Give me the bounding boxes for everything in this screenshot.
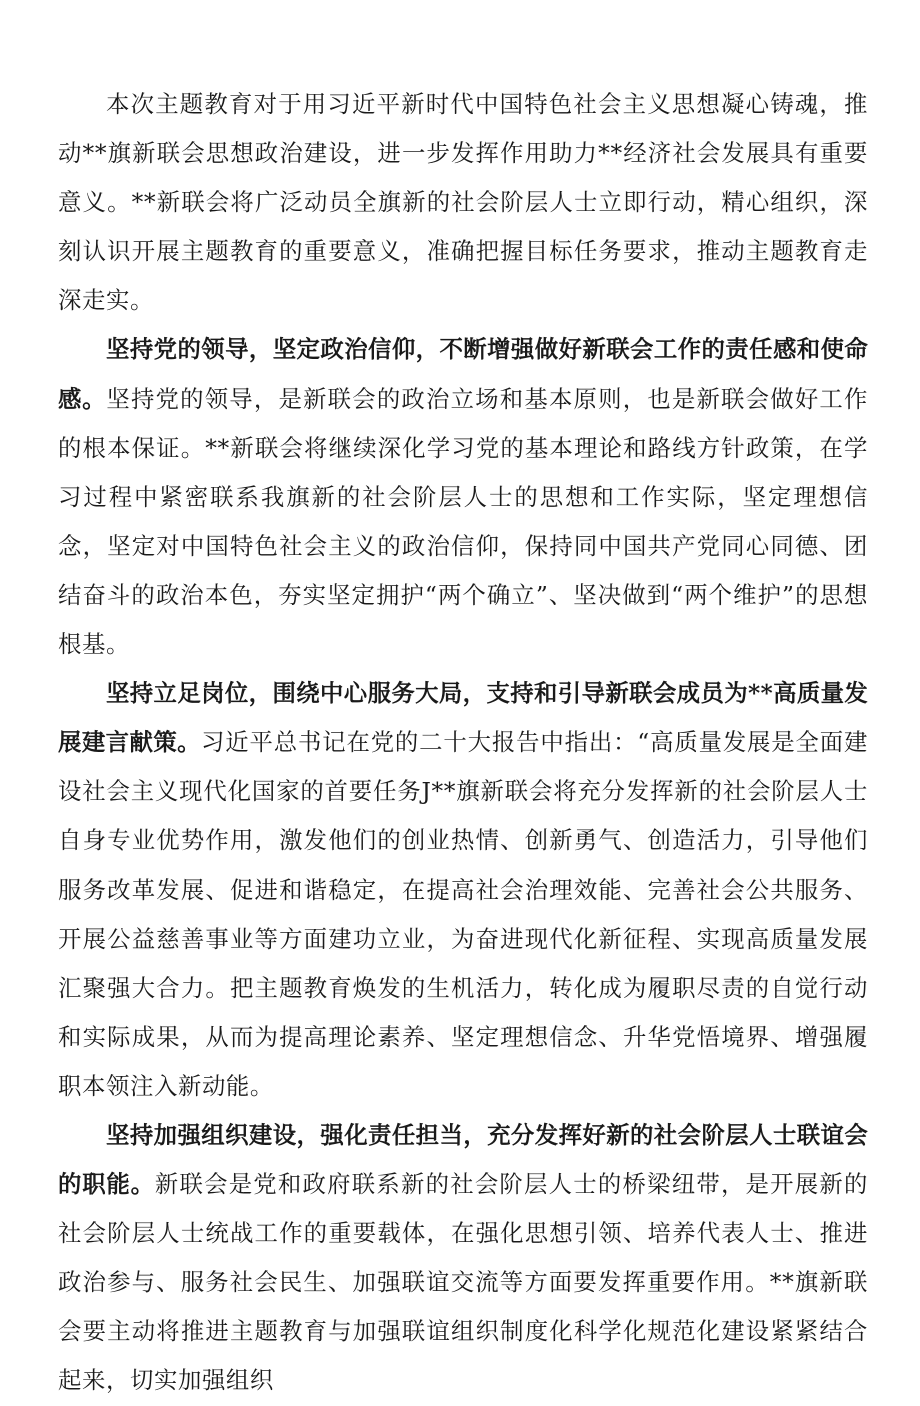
paragraph-high-quality-development-heading: 坚持立足岗位，围绕中心服务大局，支持和引导新联会成员为**高质量发展建言献策。 <box>58 679 868 757</box>
paragraph-organization-building-heading: 坚持加强组织建设，强化责任担当，充分发挥好新的社会阶层人士联谊会的职能。 <box>58 1120 868 1199</box>
paragraph-high-quality-development-text: 习近平总书记在党的二十大报告中指出：“高质量发展是全面建设社会主义现代化国家的首要任务J**旗新联会将充分发挥新的社会阶层人士自身专业优势作用，激发他们的创业热情、创新勇气、创造活力，引导他们服务改革发展、促进和谐稳定，在提高社会治理效能、完善社会公共服务、开展公益慈善事业等方面建功立业，为奋进现代化新征程、实现高质量发展汇聚强大合力。把主题教育焕发的生机活力，转化成为履职尽责的自觉行动和实际成果，从而为提高理论素养、坚定理想信念、升华党悟境界、增强履职本领注入新动能。 <box>58 728 868 1100</box>
paragraph-intro <box>58 80 868 325</box>
paragraph-organization-building <box>58 1111 868 1406</box>
paragraph-organization-building-text: 新联会是党和政府联系新的社会阶层人士的桥梁纽带，是开展新的社会阶层人士统战工作的重要载体，在强化思想引领、培养代表人士、推进政治参与、服务社会民生、加强联谊交流等方面要发挥重要作用。**旗新联会要主动将推进主题教育与加强联谊组织制度化科学化规范化建设紧紧结合起来，切实加强组织 <box>58 1170 868 1395</box>
paragraph-intro-text: 本次主题教育对于用习近平新时代中国特色社会主义思想凝心铸魂，推动**旗新联会思想政治建设，进一步发挥作用助力**经济社会发展具有重要意义。**新联会将广泛动员全旗新的社会阶层人士立即行动，精心组织，深刻认识开展主题教育的重要意义，准确把握目标任务要求，推动主题教育走深走实。 <box>58 90 868 315</box>
paragraph-party-leadership <box>58 325 868 669</box>
paragraph-high-quality-development <box>58 669 868 1111</box>
document-page <box>58 80 868 1406</box>
paragraph-party-leadership-text: 坚持党的领导，是新联会的政治立场和基本原则，也是新联会做好工作的根本保证。**新联会将继续深化学习党的基本理论和路线方针政策，在学习过程中紧密联系我旗新的社会阶层人士的思想和工作实际，坚定理想信念，坚定对中国特色社会主义的政治信仰，保持同中国共产党同心同德、团结奋斗的政治本色，夯实坚定拥护“两个确立”、坚决做到“两个维护”的思想根基。 <box>58 384 868 659</box>
paragraph-party-leadership-heading: 坚持党的领导，坚定政治信仰，不断增强做好新联会工作的责任感和使命感。 <box>58 335 868 413</box>
